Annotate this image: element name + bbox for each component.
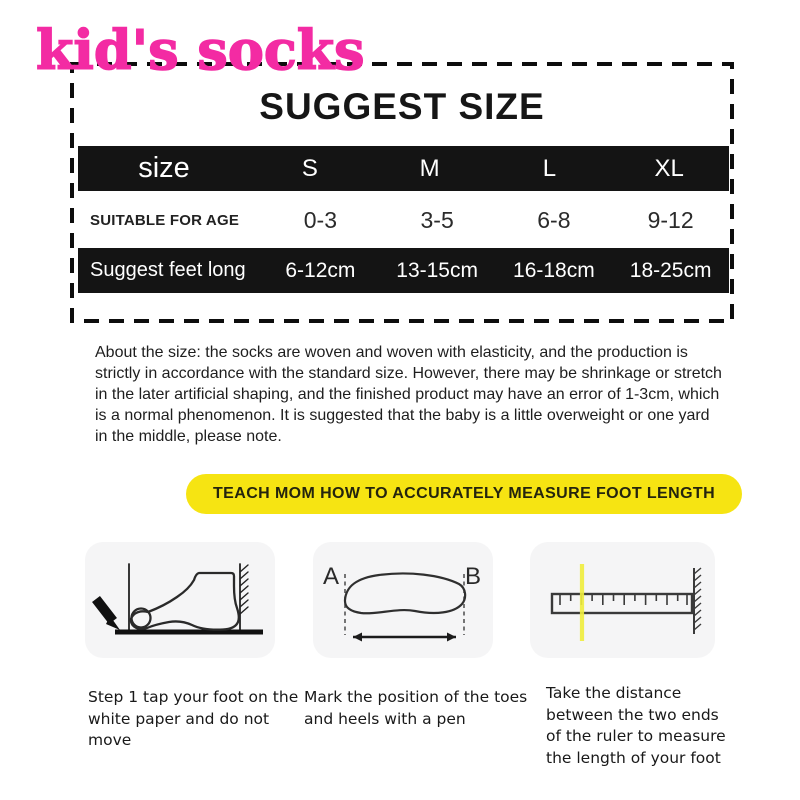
size-chart-box — [70, 62, 734, 323]
age-row-label: SUITABLE FOR AGE — [90, 211, 240, 229]
foot-side-view-icon — [85, 542, 275, 658]
step2-panel — [313, 542, 493, 658]
point-a-label: A — [322, 563, 339, 590]
age-value-xl: 9-12 — [647, 206, 694, 233]
age-row — [78, 200, 729, 240]
feet-length-row — [78, 248, 729, 293]
feet-row-label: Suggest feet long — [90, 259, 246, 281]
step1-panel — [85, 542, 275, 658]
feet-value-xl: 18-25cm — [629, 258, 712, 282]
step1-caption: Step 1 tap your foot on the white paper and do not move — [88, 688, 299, 749]
size-col-m: M — [419, 154, 440, 182]
measure-banner: TEACH MOM HOW TO ACCURATELY MEASURE FOOT LENGTH — [186, 474, 742, 514]
feet-value-m: 13-15cm — [396, 258, 478, 282]
point-b-label: B — [464, 563, 481, 590]
footprint-outline-icon — [313, 542, 493, 658]
size-header-label: size — [138, 152, 190, 184]
age-value-l: 6-8 — [537, 206, 571, 233]
age-value-m: 3-5 — [420, 206, 454, 233]
suggest-size-title: SUGGEST SIZE — [259, 86, 545, 127]
step3-panel — [530, 542, 715, 658]
size-col-xl: XL — [654, 154, 684, 182]
age-value-s: 0-3 — [303, 206, 337, 233]
feet-value-l: 16-18cm — [513, 258, 595, 282]
step3-caption: Take the distance between the two ends of the ruler to measure the length of your foot — [546, 684, 726, 767]
measure-steps-illustrations — [85, 542, 715, 658]
feet-value-s: 6-12cm — [285, 258, 356, 282]
step2-caption: Mark the position of the toes and heels with a pen — [304, 688, 528, 728]
brand-title: kid's socks — [36, 18, 365, 82]
ruler-icon — [530, 542, 715, 658]
size-header-row — [78, 146, 729, 191]
size-col-s: S — [301, 154, 318, 182]
about-size-note: About the size: the socks are woven and woven with elasticity, and the production is strictly in accordance with the standard size. However, there may be shrinkage or stretch in the later artificial shaping, and the finished product may have an error of 1-3cm, which is a normal phenomenon. It is suggested that the baby is a little overweight or one yard in the middle, please note. — [95, 344, 722, 445]
size-col-l: L — [542, 154, 557, 182]
